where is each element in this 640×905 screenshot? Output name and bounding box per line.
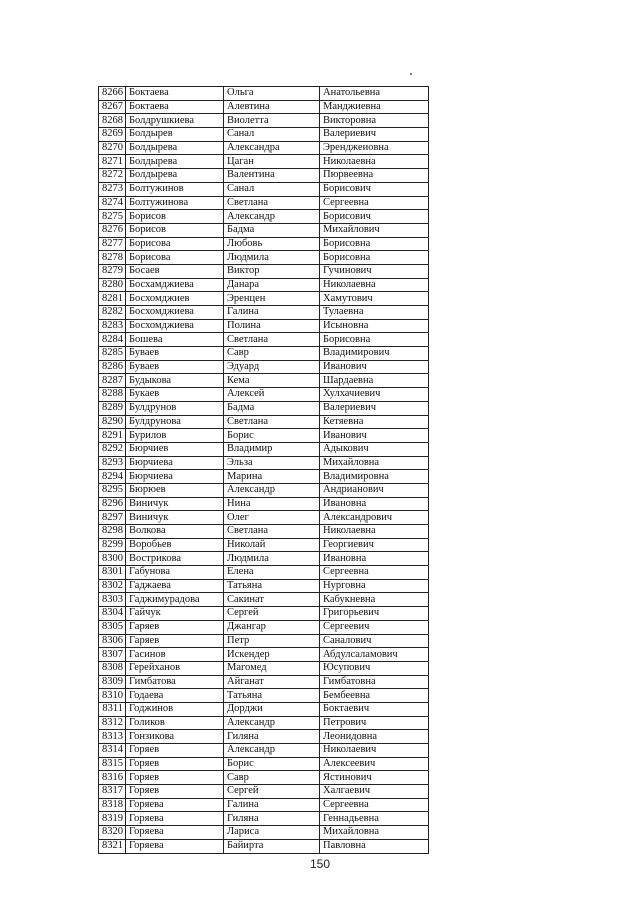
patronymic-cell: Иванович xyxy=(320,429,429,443)
patronymic-cell: Борисович xyxy=(320,210,429,224)
first-name-cell: Эдуард xyxy=(224,360,320,374)
table-row xyxy=(99,128,429,142)
row-number-cell: 8271 xyxy=(99,155,126,169)
patronymic-cell: Нурговна xyxy=(320,579,429,593)
first-name-cell: Бадма xyxy=(224,223,320,237)
surname-cell: Горяева xyxy=(126,812,224,826)
patronymic-cell: Гимбатовна xyxy=(320,675,429,689)
surname-cell: Босхомджиев xyxy=(126,292,224,306)
surname-cell: Бошева xyxy=(126,333,224,347)
row-number-cell: 8312 xyxy=(99,716,126,730)
row-number-cell: 8315 xyxy=(99,757,126,771)
row-number-cell: 8272 xyxy=(99,169,126,183)
surname-cell: Болдырева xyxy=(126,169,224,183)
table-row xyxy=(99,456,429,470)
first-name-cell: Эренцен xyxy=(224,292,320,306)
surname-cell: Горяева xyxy=(126,798,224,812)
surname-cell: Горяев xyxy=(126,785,224,799)
table-row xyxy=(99,702,429,716)
patronymic-cell: Манджиевна xyxy=(320,100,429,114)
first-name-cell: Александр xyxy=(224,483,320,497)
first-name-cell: Бадма xyxy=(224,401,320,415)
surname-cell: Буваев xyxy=(126,360,224,374)
surname-cell: Болдрушкиева xyxy=(126,114,224,128)
row-number-cell: 8279 xyxy=(99,264,126,278)
table-row xyxy=(99,812,429,826)
patronymic-cell: Геннадьевна xyxy=(320,812,429,826)
surname-cell: Букаев xyxy=(126,388,224,402)
first-name-cell: Светлана xyxy=(224,333,320,347)
surname-cell: Бурилов xyxy=(126,429,224,443)
surname-cell: Болтужинов xyxy=(126,182,224,196)
first-name-cell: Санал xyxy=(224,128,320,142)
patronymic-cell: Владимирович xyxy=(320,347,429,361)
table-row xyxy=(99,210,429,224)
roster-table xyxy=(98,86,429,854)
roster-table-body xyxy=(99,87,429,854)
table-row xyxy=(99,87,429,101)
table-row xyxy=(99,826,429,840)
table-row xyxy=(99,182,429,196)
patronymic-cell: Михайловна xyxy=(320,456,429,470)
table-row xyxy=(99,716,429,730)
table-row xyxy=(99,264,429,278)
table-row xyxy=(99,429,429,443)
table-row xyxy=(99,620,429,634)
surname-cell: Герейханов xyxy=(126,661,224,675)
first-name-cell: Цаган xyxy=(224,155,320,169)
patronymic-cell: Исыновна xyxy=(320,319,429,333)
surname-cell: Болдырева xyxy=(126,155,224,169)
table-row xyxy=(99,785,429,799)
surname-cell: Босхомджиева xyxy=(126,319,224,333)
first-name-cell: Магомед xyxy=(224,661,320,675)
surname-cell: Волкова xyxy=(126,525,224,539)
first-name-cell: Гиляна xyxy=(224,812,320,826)
first-name-cell: Валентина xyxy=(224,169,320,183)
surname-cell: Гимбатова xyxy=(126,675,224,689)
surname-cell: Бюрюев xyxy=(126,483,224,497)
row-number-cell: 8302 xyxy=(99,579,126,593)
surname-cell: Бюрчиева xyxy=(126,456,224,470)
row-number-cell: 8301 xyxy=(99,566,126,580)
row-number-cell: 8266 xyxy=(99,87,126,101)
first-name-cell: Петр xyxy=(224,634,320,648)
table-row xyxy=(99,689,429,703)
surname-cell: Гаряев xyxy=(126,634,224,648)
row-number-cell: 8290 xyxy=(99,415,126,429)
table-row xyxy=(99,442,429,456)
row-number-cell: 8311 xyxy=(99,702,126,716)
patronymic-cell: Александрович xyxy=(320,511,429,525)
patronymic-cell: Ивановна xyxy=(320,552,429,566)
row-number-cell: 8274 xyxy=(99,196,126,210)
patronymic-cell: Петрович xyxy=(320,716,429,730)
table-row xyxy=(99,634,429,648)
surname-cell: Бюрчиев xyxy=(126,442,224,456)
surname-cell: Гаряев xyxy=(126,620,224,634)
surname-cell: Босхамджиева xyxy=(126,278,224,292)
first-name-cell: Борис xyxy=(224,757,320,771)
first-name-cell: Айганат xyxy=(224,675,320,689)
surname-cell: Боктаева xyxy=(126,87,224,101)
table-row xyxy=(99,169,429,183)
page-number: 150 xyxy=(309,857,331,871)
patronymic-cell: Андрианович xyxy=(320,483,429,497)
table-row xyxy=(99,798,429,812)
surname-cell: Борисов xyxy=(126,210,224,224)
patronymic-cell: Саналович xyxy=(320,634,429,648)
first-name-cell: Татьяна xyxy=(224,579,320,593)
patronymic-cell: Иванович xyxy=(320,360,429,374)
surname-cell: Борисова xyxy=(126,237,224,251)
surname-cell: Воробьев xyxy=(126,538,224,552)
table-row xyxy=(99,839,429,853)
surname-cell: Босхомджиева xyxy=(126,306,224,320)
patronymic-cell: Ивановна xyxy=(320,497,429,511)
patronymic-cell: Халгаевич xyxy=(320,785,429,799)
first-name-cell: Кема xyxy=(224,374,320,388)
row-number-cell: 8319 xyxy=(99,812,126,826)
surname-cell: Болдырева xyxy=(126,141,224,155)
patronymic-cell: Николаевич xyxy=(320,744,429,758)
patronymic-cell: Шардаевна xyxy=(320,374,429,388)
first-name-cell: Гиляна xyxy=(224,730,320,744)
table-row xyxy=(99,374,429,388)
row-number-cell: 8277 xyxy=(99,237,126,251)
row-number-cell: 8295 xyxy=(99,483,126,497)
table-row xyxy=(99,237,429,251)
first-name-cell: Олег xyxy=(224,511,320,525)
table-row xyxy=(99,525,429,539)
surname-cell: Габунова xyxy=(126,566,224,580)
patronymic-cell: Бембеевна xyxy=(320,689,429,703)
patronymic-cell: Анатольевна xyxy=(320,87,429,101)
first-name-cell: Александр xyxy=(224,210,320,224)
surname-cell: Гонзикова xyxy=(126,730,224,744)
first-name-cell: Лариса xyxy=(224,826,320,840)
surname-cell: Булдрунова xyxy=(126,415,224,429)
first-name-cell: Людмила xyxy=(224,251,320,265)
patronymic-cell: Гучинович xyxy=(320,264,429,278)
row-number-cell: 8318 xyxy=(99,798,126,812)
patronymic-cell: Михайлович xyxy=(320,223,429,237)
first-name-cell: Елена xyxy=(224,566,320,580)
first-name-cell: Байирта xyxy=(224,839,320,853)
surname-cell: Бюрчиева xyxy=(126,470,224,484)
table-row xyxy=(99,401,429,415)
first-name-cell: Александр xyxy=(224,744,320,758)
patronymic-cell: Михайловна xyxy=(320,826,429,840)
first-name-cell: Ольга xyxy=(224,87,320,101)
surname-cell: Босаев xyxy=(126,264,224,278)
patronymic-cell: Тулаевна xyxy=(320,306,429,320)
patronymic-cell: Эренджеиовна xyxy=(320,141,429,155)
row-number-cell: 8276 xyxy=(99,223,126,237)
row-number-cell: 8278 xyxy=(99,251,126,265)
first-name-cell: Светлана xyxy=(224,525,320,539)
first-name-cell: Виктор xyxy=(224,264,320,278)
row-number-cell: 8268 xyxy=(99,114,126,128)
surname-cell: Борисова xyxy=(126,251,224,265)
table-row xyxy=(99,278,429,292)
patronymic-cell: Викторовна xyxy=(320,114,429,128)
patronymic-cell: Владимировна xyxy=(320,470,429,484)
surname-cell: Будыкова xyxy=(126,374,224,388)
row-number-cell: 8297 xyxy=(99,511,126,525)
row-number-cell: 8299 xyxy=(99,538,126,552)
patronymic-cell: Кетяевна xyxy=(320,415,429,429)
row-number-cell: 8314 xyxy=(99,744,126,758)
surname-cell: Голиков xyxy=(126,716,224,730)
surname-cell: Горяева xyxy=(126,839,224,853)
patronymic-cell: Сергеевна xyxy=(320,798,429,812)
patronymic-cell: Николаевна xyxy=(320,525,429,539)
first-name-cell: Савр xyxy=(224,347,320,361)
row-number-cell: 8320 xyxy=(99,826,126,840)
patronymic-cell: Адыкович xyxy=(320,442,429,456)
surname-cell: Булдрунов xyxy=(126,401,224,415)
table-row xyxy=(99,771,429,785)
first-name-cell: Сергей xyxy=(224,785,320,799)
row-number-cell: 8288 xyxy=(99,388,126,402)
patronymic-cell: Хулхачиевич xyxy=(320,388,429,402)
patronymic-cell: Сергеевна xyxy=(320,566,429,580)
surname-cell: Горяев xyxy=(126,744,224,758)
table-row xyxy=(99,593,429,607)
surname-cell: Буваев xyxy=(126,347,224,361)
patronymic-cell: Валериевич xyxy=(320,401,429,415)
table-row xyxy=(99,483,429,497)
first-name-cell: Джангар xyxy=(224,620,320,634)
table-row xyxy=(99,661,429,675)
scan-speck xyxy=(410,73,412,75)
patronymic-cell: Абдулсаламович xyxy=(320,648,429,662)
row-number-cell: 8307 xyxy=(99,648,126,662)
table-row xyxy=(99,319,429,333)
row-number-cell: 8317 xyxy=(99,785,126,799)
first-name-cell: Сергей xyxy=(224,607,320,621)
table-row xyxy=(99,579,429,593)
surname-cell: Гайчук xyxy=(126,607,224,621)
patronymic-cell: Сергеевич xyxy=(320,620,429,634)
row-number-cell: 8267 xyxy=(99,100,126,114)
surname-cell: Виничук xyxy=(126,511,224,525)
first-name-cell: Галина xyxy=(224,798,320,812)
patronymic-cell: Боктаевич xyxy=(320,702,429,716)
table-row xyxy=(99,566,429,580)
first-name-cell: Виолетта xyxy=(224,114,320,128)
row-number-cell: 8305 xyxy=(99,620,126,634)
row-number-cell: 8284 xyxy=(99,333,126,347)
first-name-cell: Марина xyxy=(224,470,320,484)
first-name-cell: Владимир xyxy=(224,442,320,456)
row-number-cell: 8304 xyxy=(99,607,126,621)
table-row xyxy=(99,333,429,347)
first-name-cell: Светлана xyxy=(224,415,320,429)
surname-cell: Вострикова xyxy=(126,552,224,566)
surname-cell: Горяев xyxy=(126,771,224,785)
surname-cell: Болдырев xyxy=(126,128,224,142)
patronymic-cell: Борисовна xyxy=(320,251,429,265)
row-number-cell: 8286 xyxy=(99,360,126,374)
patronymic-cell: Леонидовна xyxy=(320,730,429,744)
first-name-cell: Нина xyxy=(224,497,320,511)
row-number-cell: 8289 xyxy=(99,401,126,415)
patronymic-cell: Николаевна xyxy=(320,278,429,292)
patronymic-cell: Борисович xyxy=(320,182,429,196)
row-number-cell: 8270 xyxy=(99,141,126,155)
table-row xyxy=(99,292,429,306)
table-row xyxy=(99,306,429,320)
table-row xyxy=(99,538,429,552)
row-number-cell: 8313 xyxy=(99,730,126,744)
row-number-cell: 8292 xyxy=(99,442,126,456)
first-name-cell: Искендер xyxy=(224,648,320,662)
row-number-cell: 8282 xyxy=(99,306,126,320)
surname-cell: Годаева xyxy=(126,689,224,703)
table-row xyxy=(99,360,429,374)
surname-cell: Борисов xyxy=(126,223,224,237)
first-name-cell: Светлана xyxy=(224,196,320,210)
patronymic-cell: Кабукневна xyxy=(320,593,429,607)
row-number-cell: 8298 xyxy=(99,525,126,539)
row-number-cell: 8294 xyxy=(99,470,126,484)
table-row xyxy=(99,730,429,744)
first-name-cell: Борис xyxy=(224,429,320,443)
first-name-cell: Санал xyxy=(224,182,320,196)
first-name-cell: Александра xyxy=(224,141,320,155)
table-row xyxy=(99,251,429,265)
first-name-cell: Галина xyxy=(224,306,320,320)
row-number-cell: 8275 xyxy=(99,210,126,224)
row-number-cell: 8310 xyxy=(99,689,126,703)
row-number-cell: 8303 xyxy=(99,593,126,607)
row-number-cell: 8280 xyxy=(99,278,126,292)
first-name-cell: Дорджи xyxy=(224,702,320,716)
row-number-cell: 8308 xyxy=(99,661,126,675)
table-row xyxy=(99,497,429,511)
table-row xyxy=(99,223,429,237)
patronymic-cell: Ястинович xyxy=(320,771,429,785)
patronymic-cell: Сергеевна xyxy=(320,196,429,210)
row-number-cell: 8296 xyxy=(99,497,126,511)
table-row xyxy=(99,648,429,662)
surname-cell: Горяева xyxy=(126,826,224,840)
patronymic-cell: Борисовна xyxy=(320,237,429,251)
surname-cell: Гаджимурадова xyxy=(126,593,224,607)
patronymic-cell: Валериевич xyxy=(320,128,429,142)
first-name-cell: Александр xyxy=(224,716,320,730)
row-number-cell: 8273 xyxy=(99,182,126,196)
patronymic-cell: Григорьевич xyxy=(320,607,429,621)
table-row xyxy=(99,511,429,525)
surname-cell: Боктаева xyxy=(126,100,224,114)
surname-cell: Виничук xyxy=(126,497,224,511)
row-number-cell: 8283 xyxy=(99,319,126,333)
patronymic-cell: Павловна xyxy=(320,839,429,853)
table-row xyxy=(99,114,429,128)
surname-cell: Болтужинова xyxy=(126,196,224,210)
first-name-cell: Людмила xyxy=(224,552,320,566)
row-number-cell: 8300 xyxy=(99,552,126,566)
surname-cell: Горяев xyxy=(126,757,224,771)
table-row xyxy=(99,141,429,155)
table-row xyxy=(99,100,429,114)
table-row xyxy=(99,757,429,771)
surname-cell: Гасинов xyxy=(126,648,224,662)
first-name-cell: Алексей xyxy=(224,388,320,402)
table-row xyxy=(99,388,429,402)
row-number-cell: 8309 xyxy=(99,675,126,689)
row-number-cell: 8285 xyxy=(99,347,126,361)
row-number-cell: 8293 xyxy=(99,456,126,470)
row-number-cell: 8287 xyxy=(99,374,126,388)
first-name-cell: Данара xyxy=(224,278,320,292)
row-number-cell: 8269 xyxy=(99,128,126,142)
patronymic-cell: Алексеевич xyxy=(320,757,429,771)
patronymic-cell: Хамутович xyxy=(320,292,429,306)
patronymic-cell: Николаевна xyxy=(320,155,429,169)
surname-cell: Годжинов xyxy=(126,702,224,716)
table-row xyxy=(99,675,429,689)
table-row xyxy=(99,196,429,210)
patronymic-cell: Георгиевич xyxy=(320,538,429,552)
table-row xyxy=(99,470,429,484)
first-name-cell: Алевтина xyxy=(224,100,320,114)
row-number-cell: 8321 xyxy=(99,839,126,853)
table-row xyxy=(99,155,429,169)
patronymic-cell: Пюрвеевна xyxy=(320,169,429,183)
first-name-cell: Полина xyxy=(224,319,320,333)
row-number-cell: 8306 xyxy=(99,634,126,648)
row-number-cell: 8281 xyxy=(99,292,126,306)
table-row xyxy=(99,347,429,361)
row-number-cell: 8316 xyxy=(99,771,126,785)
table-row xyxy=(99,415,429,429)
table-row xyxy=(99,607,429,621)
first-name-cell: Любовь xyxy=(224,237,320,251)
first-name-cell: Николай xyxy=(224,538,320,552)
row-number-cell: 8291 xyxy=(99,429,126,443)
first-name-cell: Савр xyxy=(224,771,320,785)
first-name-cell: Эльза xyxy=(224,456,320,470)
table-row xyxy=(99,744,429,758)
patronymic-cell: Юсупович xyxy=(320,661,429,675)
first-name-cell: Сакинат xyxy=(224,593,320,607)
first-name-cell: Татьяна xyxy=(224,689,320,703)
patronymic-cell: Борисовна xyxy=(320,333,429,347)
table-row xyxy=(99,552,429,566)
surname-cell: Гаджаева xyxy=(126,579,224,593)
